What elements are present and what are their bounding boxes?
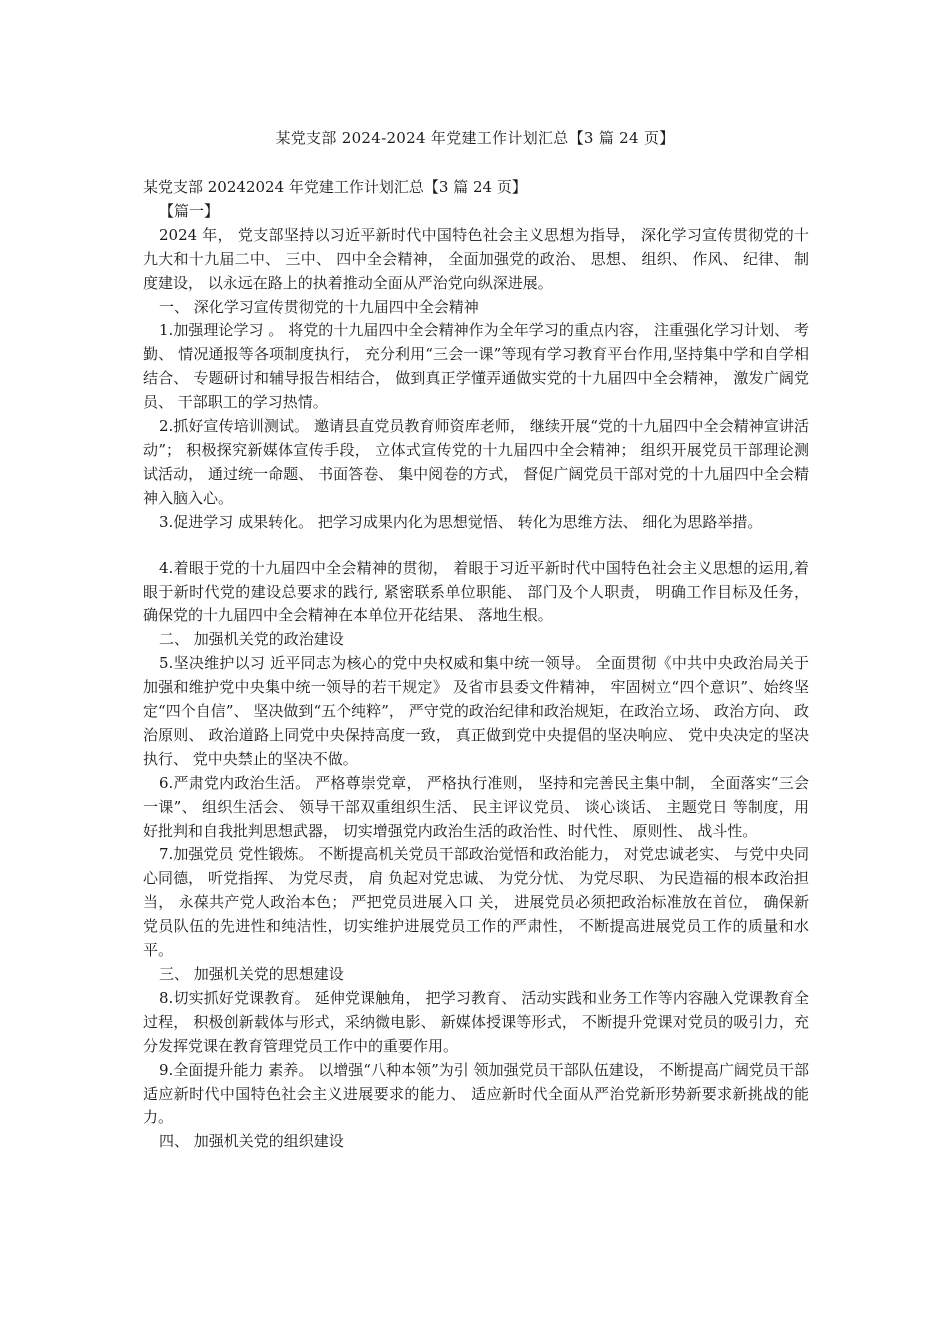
paragraph-7: 7.加强党员 党性锻炼。 不断提高机关党员干部政治觉悟和政治能力， 对党忠诚老实、 与党中央同心同德， 听党指挥、 为党尽责， 肩 负起对党忠诚、 为党分忧、 为党尽职、 为民造福的根本政治担当， 永葆共产党人政治本色； 严把党员进展入口 关， 进展党员必须把政治标准放在首位， 确保新党员队伍的先进性和纯洁性，切实维护进展党员工作的严肃性， 不断提高进展党员工作的质量和水平。 <box>143 845 809 960</box>
document-title: 某党支部 2024-2024 年党建工作计划汇总【3 篇 24 页】 <box>275 129 675 147</box>
document-subtitle: 某党支部 20242024 年党建工作计划汇总【3 篇 24 页】 <box>143 178 527 196</box>
paragraph-9: 9.全面提升能力 素养。 以增强“八种本领”为引 领加强党员干部队伍建设， 不断提高广阔党员干部适应新时代中国特色社会主义进展要求的能力、 适应新时代全面从严治党新形势新要求新挑战的能力。 <box>143 1060 809 1127</box>
paragraph-2: 2.抓好宣传培训测试。 邀请县直党员教育师资库老师， 继续开展“党的十九届四中全会精神宣讲活动”； 积极探究新媒体宣传手段， 立体式宣传党的十九届四中全会精神； 组织开展党员干部理论测试活动， 通过统一命题、 书面答卷、 集中阅卷的方式， 督促广阔党员干部对党的十九届四中全会精神入脑入心。 <box>143 417 809 507</box>
paragraph-3: 3.促进学习 成果转化。 把学习成果内化为思想觉悟、 转化为思维方法、 细化为思路举措。 <box>159 512 763 531</box>
intro-paragraph: 2024 年， 党支部坚持以习近平新时代中国特色社会主义思想为指导， 深化学习宣传贯彻党的十九大和十九届二中、 三中、 四中全会精神， 全面加强党的政治、 思想、 组织、 作风、 纪律、 制度建设， 以永远在路上的执着推动全面从严治党向纵深进展。 <box>143 225 809 292</box>
section-heading-1: 一、 深化学习宣传贯彻党的十九届四中全会精神 <box>159 297 479 316</box>
paragraph-6: 6.严肃党内政治生活。 严格尊崇党章， 严格执行准则， 坚持和完善民主集中制， 全面落实“三会一课”、 组织生活会、 领导干部双重组织生活、 民主评议党员、 谈心谈话、 主题党日 等制度，用好批判和自我批判思想武器， 切实增强党内政治生活的政治性、时代性、 原则性、 战斗性。 <box>143 773 809 840</box>
paragraph-1: 1.加强理论学习 。 将党的十九届四中全会精神作为全年学习的重点内容， 注重强化学习计划、 考勤、 情况通报等各项制度执行， 充分利用“三会一课”等现有学习教育平台作用,坚持集中学和自学相结合、 专题研讨和辅导报告相结合， 做到真正学懂弄通做实党的十九届四中全会精神， 激发广阔党员、 干部职工的学习热情。 <box>143 321 809 412</box>
blank-line <box>143 535 809 557</box>
piece-label: 【篇一】 <box>159 201 220 220</box>
paragraph-5: 5.坚决维护以习 近平同志为核心的党中央权威和集中统一领导。 全面贯彻《中共中央政治局关于加强和维护党中央集中统一领导的若干规定》 及省市县委文件精神， 牢固树立“四个意识”、始终坚定“四个自信”、 坚决做到“五个纯粹”， 严守党的政治纪律和政治规矩，在政治立场、 政治方向、 政治原则、 政治道路上同党中央保持高度一致， 真正做到党中央提倡的坚决响应、 党中央决定的坚决执行、 党中央禁止的坚决不做。 <box>143 654 809 768</box>
section-heading-3: 三、 加强机关党的思想建设 <box>159 965 344 983</box>
paragraph-4: 4.着眼于党的十九届四中全会精神的贯彻， 着眼于习近平新时代中国特色社会主义思想的运用,着眼于新时代党的建设总要求的践行, 紧密联系单位职能、 部门及个人职责， 明确工作目标及任务， 确保党的十九届四中全会精神在本单位开花结果、 落地生根。 <box>143 558 809 625</box>
section-heading-4: 四、 加强机关党的组织建设 <box>159 1132 344 1151</box>
document-body <box>143 176 809 1154</box>
paragraph-8: 8.切实抓好党课教育。 延伸党课触角， 把学习教育、 活动实践和业务工作等内容融入党课教育全过程， 积极创新载体与形式，采纳微电影、 新媒体授课等形式， 不断提升党课对党员的吸引力，充分发挥党课在教育管理党员工作中的重要作用。 <box>143 988 809 1055</box>
section-heading-2: 二、 加强机关党的政治建设 <box>159 630 344 649</box>
